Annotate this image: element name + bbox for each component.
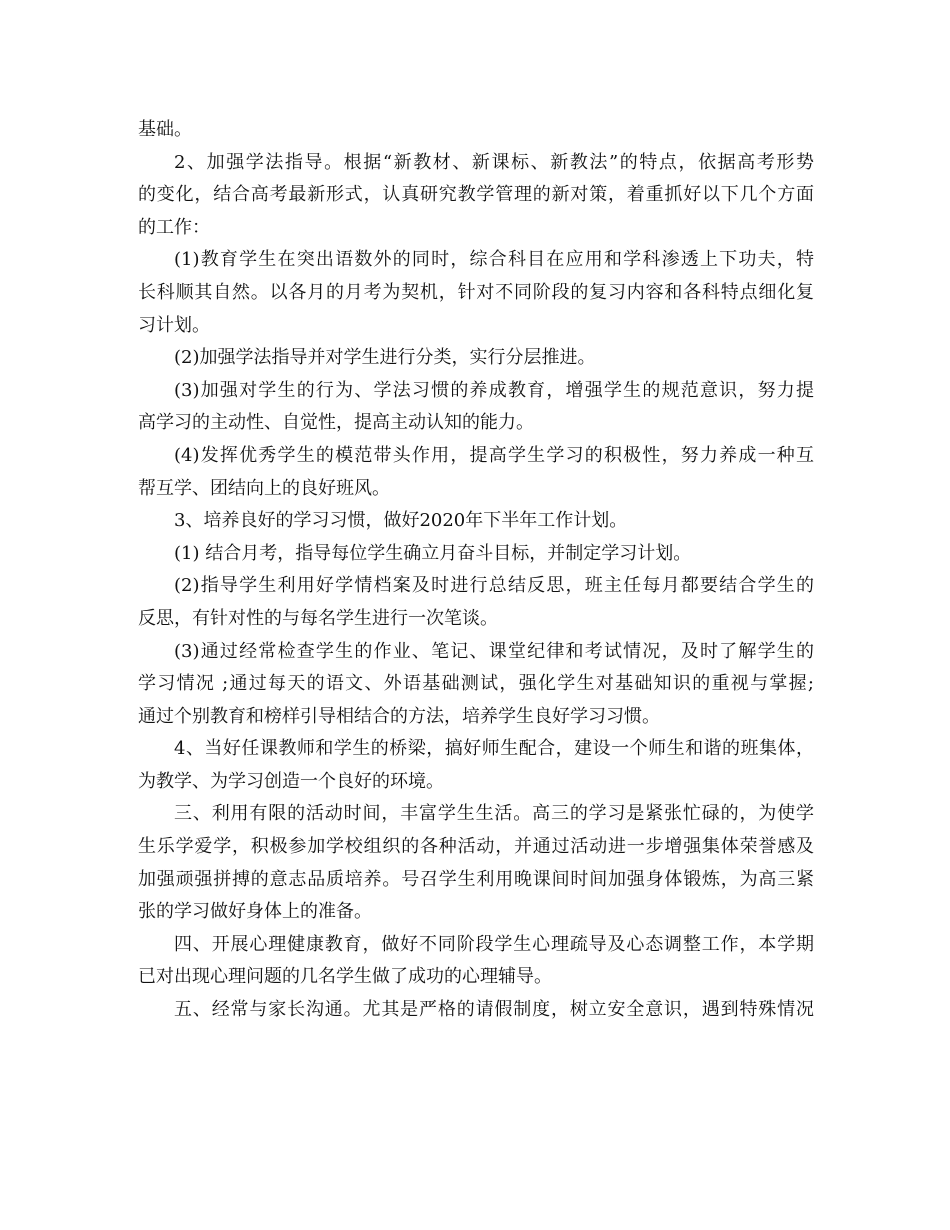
- text-line: 习计划。: [138, 314, 210, 336]
- text-line: 三、利用有限的活动时间，丰富学生生活。高三的学习是紧张忙碌的，为使学: [174, 803, 814, 825]
- text-line: 五、经常与家长沟通。尤其是严格的请假制度，树立安全意识，遇到特殊情况: [174, 999, 814, 1021]
- text-line: 的工作：: [138, 216, 210, 238]
- text-line: 基础。: [138, 119, 192, 140]
- text-line: 加强顽强拼搏的意志品质培养。号召学生利用晚课间时间加强身体锻炼，为高三紧: [138, 868, 814, 890]
- text-line: (4)发挥优秀学生的模范带头作用，提高学生学习的积极性，努力养成一种互: [174, 444, 814, 466]
- text-line: 帮互学、团结向上的良好班风。: [138, 477, 390, 499]
- text-line: 4、当好任课教师和学生的桥梁，搞好师生配合，建设一个师生和谐的班集体，: [174, 738, 814, 760]
- text-line: 的变化，结合高考最新形式，认真研究教学管理的新对策，着重抓好以下几个方面: [138, 184, 814, 206]
- document-body: [138, 114, 814, 1027]
- text-line: 学习情况 ;通过每天的语文、外语基础测试，强化学生对基础知识的重视与掌握;: [138, 673, 814, 695]
- text-line: 生乐学爱学，积极参加学校组织的各种活动，并通过活动进一步增强集体荣誉感及: [138, 836, 814, 858]
- text-line: 四、开展心理健康教育，做好不同阶段学生心理疏导及心态调整工作，本学期: [174, 933, 814, 955]
- text-line: 已对出现心理问题的几名学生做了成功的心理辅导。: [138, 966, 552, 988]
- text-line: (2)加强学法指导并对学生进行分类，实行分层推进。: [174, 347, 596, 369]
- text-line: 2、加强学法指导。根据“新教材、新课标、新教法”的特点，依据高考形势: [174, 151, 814, 173]
- text-line: 反思，有针对性的与每名学生进行一次笔谈。: [138, 607, 498, 629]
- text-line: 通过个别教育和榜样引导相结合的方法，培养学生良好学习习惯。: [138, 705, 660, 727]
- text-line: 3、培养良好的学习习惯，做好2020年下半年工作计划。: [174, 510, 628, 532]
- text-line: 长科顺其自然。以各月的月考为契机，针对不同阶段的复习内容和各科特点细化复: [138, 281, 814, 303]
- text-line: (3)加强对学生的行为、学法习惯的养成教育，增强学生的规范意识，努力提: [174, 379, 814, 401]
- text-line: 为教学、为学习创造一个良好的环境。: [138, 770, 444, 792]
- text-line: 张的学习做好身体上的准备。: [138, 901, 372, 923]
- text-line: 高学习的主动性、自觉性，提高主动认知的能力。: [138, 412, 534, 434]
- text-line: (1)教育学生在突出语数外的同时，综合科目在应用和学科渗透上下功夫，特: [174, 249, 814, 271]
- text-line: (1) 结合月考，指导每位学生确立月奋斗目标，并制定学习计划。: [174, 542, 692, 564]
- text-line: (3)通过经常检查学生的作业、笔记、课堂纪律和考试情况，及时了解学生的: [174, 640, 814, 662]
- text-line: (2)指导学生利用好学情档案及时进行总结反思，班主任每月都要结合学生的: [174, 575, 814, 597]
